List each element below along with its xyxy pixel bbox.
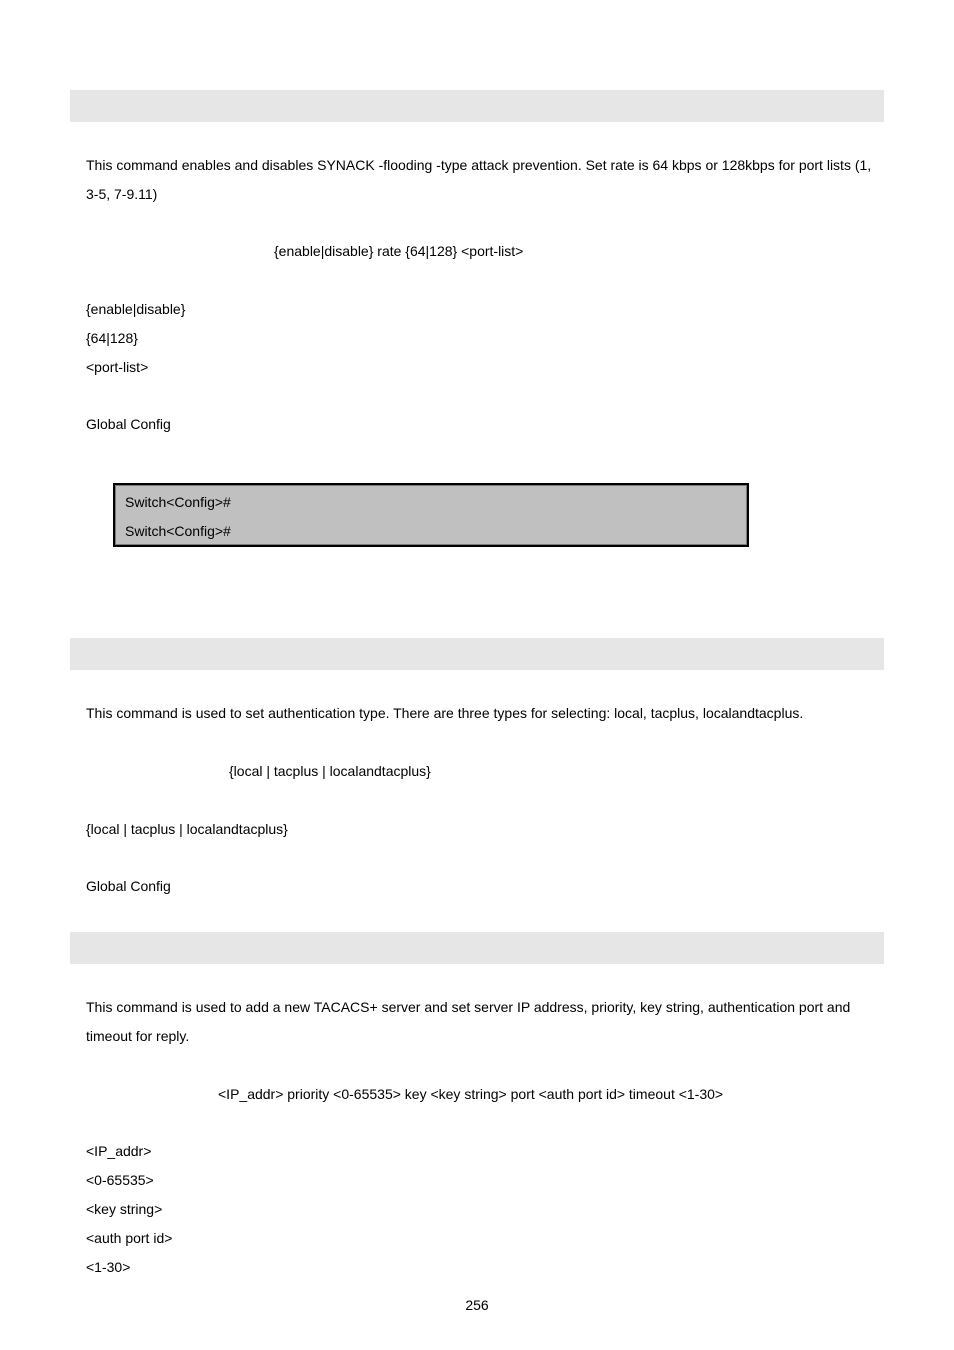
section2-param-1: {local | tacplus | localandtacplus} — [86, 821, 288, 837]
section2-description: This command is used to set authentication type. There are three types for selecting: local, tacplus, localandtacplus. — [86, 705, 804, 721]
section1-mode: Global Config — [86, 416, 171, 432]
section1-syntax: {enable|disable} rate {64|128} <port-list> — [274, 243, 524, 259]
section3-param-3: <key string> — [86, 1201, 163, 1217]
section3-param-5: <1-30> — [86, 1259, 131, 1275]
page-number: 256 — [465, 1297, 489, 1313]
section-header-bar-3 — [70, 932, 884, 964]
section1-description: This command enables and disables SYNACK -flooding -type attack prevention. Set rate is 64 kbps or 128kbps for port lists (1, 3-5, 7-9.11) — [86, 157, 872, 202]
section-header-bar-2 — [70, 638, 884, 670]
section1-param-1: {enable|disable} — [86, 301, 186, 317]
example-line-2: Switch<Config># — [125, 523, 231, 539]
example-code-box — [113, 483, 749, 547]
section3-description: This command is used to add a new TACACS+ server and set server IP address, priority, key string, authentication port and timeout for reply. — [86, 999, 851, 1044]
section3-syntax: <IP_addr> priority <0-65535> key <key string> port <auth port id> timeout <1-30> — [218, 1086, 724, 1102]
section3-param-1: <IP_addr> — [86, 1143, 152, 1159]
section1-param-3: <port-list> — [86, 359, 149, 375]
section2-syntax: {local | tacplus | localandtacplus} — [229, 763, 431, 779]
section2-mode: Global Config — [86, 878, 171, 894]
section3-param-2: <0-65535> — [86, 1172, 154, 1188]
section3-param-4: <auth port id> — [86, 1230, 173, 1246]
example-line-1: Switch<Config># — [125, 494, 231, 510]
section1-param-2: {64|128} — [86, 330, 138, 346]
section-header-bar-1 — [70, 90, 884, 122]
